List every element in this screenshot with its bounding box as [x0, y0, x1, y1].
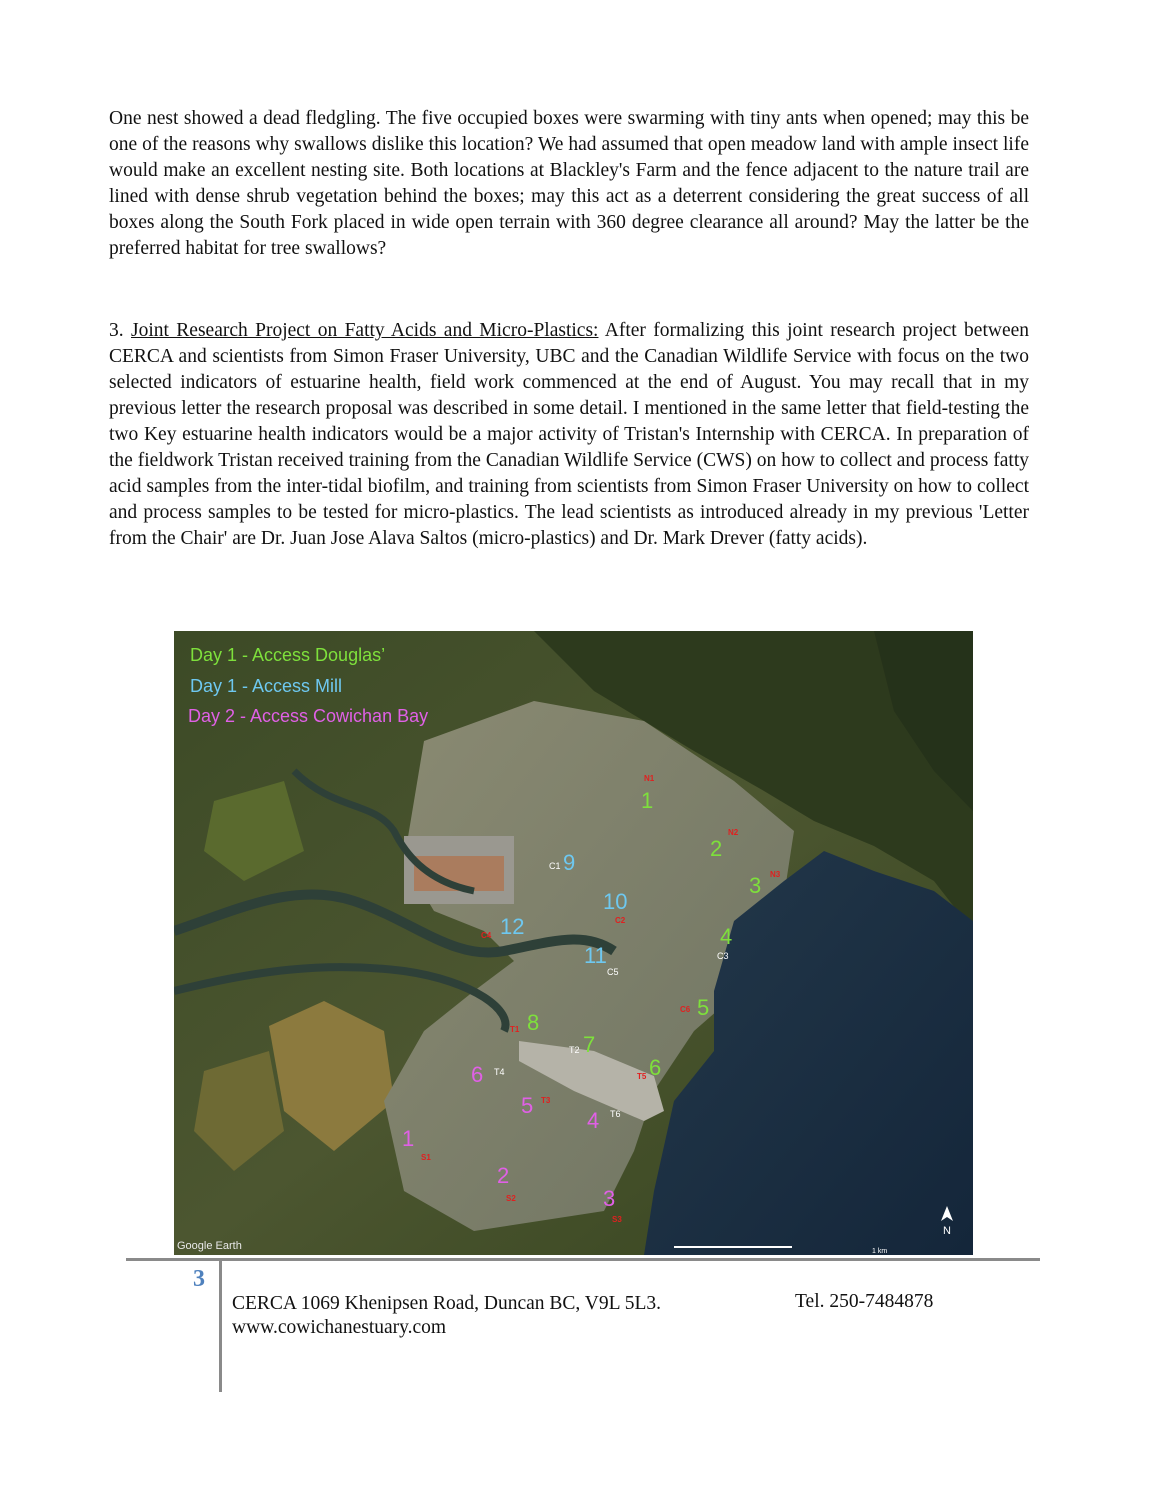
- paragraph-joint-research: [109, 318, 1029, 552]
- site-code: C5: [607, 967, 619, 977]
- footer-divider: [126, 1258, 1040, 1261]
- footer-telephone: Tel. 250-7484878: [795, 1291, 934, 1312]
- legend-pink: Day 2 - Access Cowichan Bay: [188, 706, 429, 726]
- blue-point: 10: [603, 889, 628, 914]
- footer-website[interactable]: www.cowichanestuary.com: [232, 1317, 447, 1338]
- north-label: N: [943, 1225, 951, 1237]
- green-point: 3: [749, 873, 762, 898]
- site-code-red: N2: [728, 828, 739, 837]
- site-code: T4: [494, 1067, 505, 1077]
- green-point: 2: [710, 836, 723, 861]
- blue-point: 9: [563, 850, 576, 875]
- estuary-sampling-map: [174, 631, 973, 1255]
- site-code-red: T5: [637, 1072, 647, 1081]
- green-point: 7: [583, 1032, 596, 1057]
- green-point: 4: [720, 924, 733, 949]
- site-code: C1: [549, 861, 561, 871]
- blue-point: 12: [500, 914, 525, 939]
- green-point: 6: [649, 1055, 662, 1080]
- site-code-red: C4: [481, 931, 492, 940]
- pink-point: 1: [402, 1126, 415, 1151]
- green-point: 1: [641, 788, 654, 813]
- section-text: After formalizing this joint research project between CERCA and scientists from Simon Fraser University, UBC and the Canadian Wildlife Service with focus on the two selected indicators of estuarine health, field work commenced at the end of August. You may recall that in my previous letter the research proposal was described in some detail. I mentioned in the same letter that field-testing the two Key estuarine health indicators would be a major activity of Tristan's Internship with CERCA. In preparation of the fieldwork Tristan received training from the Canadian Wildlife Service (CWS) on how to collect and process fatty acid samples from the inter-tidal biofilm, and training from scientists from Simon Fraser University on how to collect and process samples to be tested for micro-plastics. The lead scientists as introduced already in my previous 'Letter from the Chair' are Dr. Juan Jose Alava Saltos (micro-plastics) and Dr. Mark Drever (fatty acids).: [109, 320, 1030, 549]
- scale-bar: [674, 1246, 792, 1248]
- site-code-red: C2: [615, 916, 626, 925]
- site-code-red: T1: [510, 1025, 520, 1034]
- paragraph-nest-observations: One nest showed a dead fledgling. The five occupied boxes were swarming with tiny ants when opened; may this be one of the reasons why swallows dislike this location? We had assumed that open meadow land with ample insect life would make an excellent nesting site. Both locations at Blackley's Farm and the fence adjacent to the nature trail are lined with dense shrub vegetation behind the boxes; may this act as a deterrent considering the great success of all boxes along the South Fork placed in wide open terrain with 360 degree clearance all around? May the latter be the preferred habitat for tree swallows?: [109, 108, 1029, 259]
- pink-point: 6: [471, 1062, 484, 1087]
- google-earth-attribution: Google Earth: [177, 1240, 242, 1252]
- site-code-red: N3: [770, 870, 781, 879]
- site-code-red: S1: [421, 1153, 431, 1162]
- section-heading: Joint Research Project on Fatty Acids and Micro-Plastics:: [131, 320, 599, 341]
- site-code-red: T3: [541, 1096, 551, 1105]
- site-code-red: C6: [680, 1005, 691, 1014]
- legend-blue: Day 1 - Access Mill: [190, 676, 343, 696]
- site-code-red: N1: [644, 774, 655, 783]
- green-point: 8: [527, 1010, 540, 1035]
- section-number: 3.: [109, 320, 131, 341]
- page-number: 3: [193, 1266, 205, 1292]
- footer-vertical-rule: [219, 1258, 222, 1392]
- site-code: T6: [610, 1109, 621, 1119]
- pink-point: 3: [603, 1186, 616, 1211]
- legend-green: Day 1 - Access Douglas’: [190, 645, 386, 665]
- site-code: C3: [717, 951, 729, 961]
- blue-point: 11: [584, 943, 607, 968]
- scale-label: 1 km: [872, 1248, 888, 1255]
- pink-point: 4: [587, 1108, 600, 1133]
- footer-address: CERCA 1069 Khenipsen Road, Duncan BC, V9L 5L3.: [232, 1293, 661, 1314]
- pink-point: 5: [521, 1093, 534, 1118]
- site-code-red: S3: [612, 1215, 622, 1224]
- pink-point: 2: [497, 1163, 510, 1188]
- site-code-red: S2: [506, 1194, 516, 1203]
- green-point: 5: [697, 995, 710, 1020]
- site-code: T2: [569, 1045, 580, 1055]
